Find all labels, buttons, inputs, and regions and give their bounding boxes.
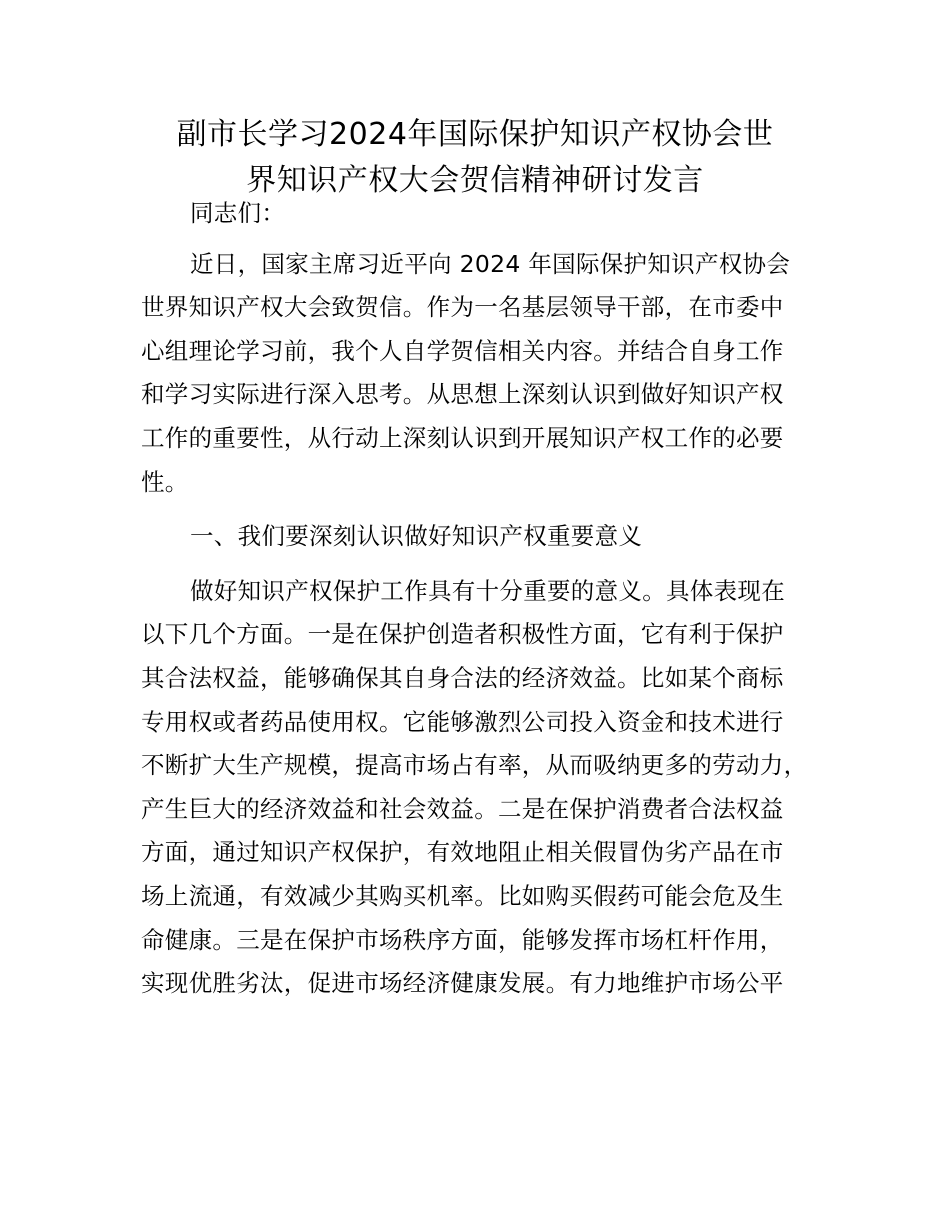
paragraph-1-line: 工作的重要性，从行动上深刻认识到开展知识产权工作的必要	[141, 423, 784, 452]
paragraph-2-line: 产生巨大的经济效益和社会效益。二是在保护消费者合法权益	[141, 794, 784, 823]
paragraph-2-line: 做好知识产权保护工作具有十分重要的意义。具体表现在	[190, 576, 785, 605]
paragraph-2-line: 以下几个方面。一是在保护创造者积极性方面，它有利于保护	[141, 620, 784, 649]
paragraph-1-line: 心组理论学习前，我个人自学贺信相关内容。并结合自身工作	[141, 336, 784, 365]
paragraph-2-line: 实现优胜劣汰，促进市场经济健康发展。有力地维护市场公平	[141, 969, 784, 998]
paragraph-2-line: 场上流通，有效减少其购买机率。比如购买假药可能会危及生	[141, 881, 784, 910]
paragraph-1-line: 世界知识产权大会致贺信。作为一名基层领导干部，在市委中	[141, 293, 784, 322]
paragraph-1-line: 性。	[141, 467, 189, 496]
paragraph-2	[141, 570, 831, 1006]
paragraph-2-line: 方面，通过知识产权保护，有效地阻止相关假冒伪劣产品在市	[141, 838, 784, 867]
salutation: 同志们：	[190, 199, 286, 227]
paragraph-1-line: 和学习实际进行深入思考。从思想上深刻认识到做好知识产权	[141, 380, 784, 409]
paragraph-2-line: 其合法权益，能够确保其自身合法的经济效益。比如某个商标	[141, 663, 784, 692]
section-1-heading: 一、我们要深刻认识做好知识产权重要意义	[190, 522, 643, 551]
document-body	[141, 192, 831, 1006]
paragraph-2-line: 命健康。三是在保护市场秩序方面，能够发挥市场杠杆作用，	[141, 925, 784, 954]
title-line-2: 界知识产权大会贺信精神研讨发言	[246, 163, 704, 198]
title-line-1: 副市长学习2024年国际保护知识产权协会世	[176, 117, 774, 152]
document-title	[120, 112, 830, 204]
paragraph-2-line: 不断扩大生产规模，提高市场占有率，从而吸纳更多的劳动力，	[141, 751, 808, 780]
paragraph-1-line: 近日，国家主席习近平向 2024 年国际保护知识产权协会	[190, 249, 791, 278]
paragraph-1	[141, 243, 831, 505]
paragraph-2-line: 专用权或者药品使用权。它能够激烈公司投入资金和技术进行	[141, 707, 784, 736]
